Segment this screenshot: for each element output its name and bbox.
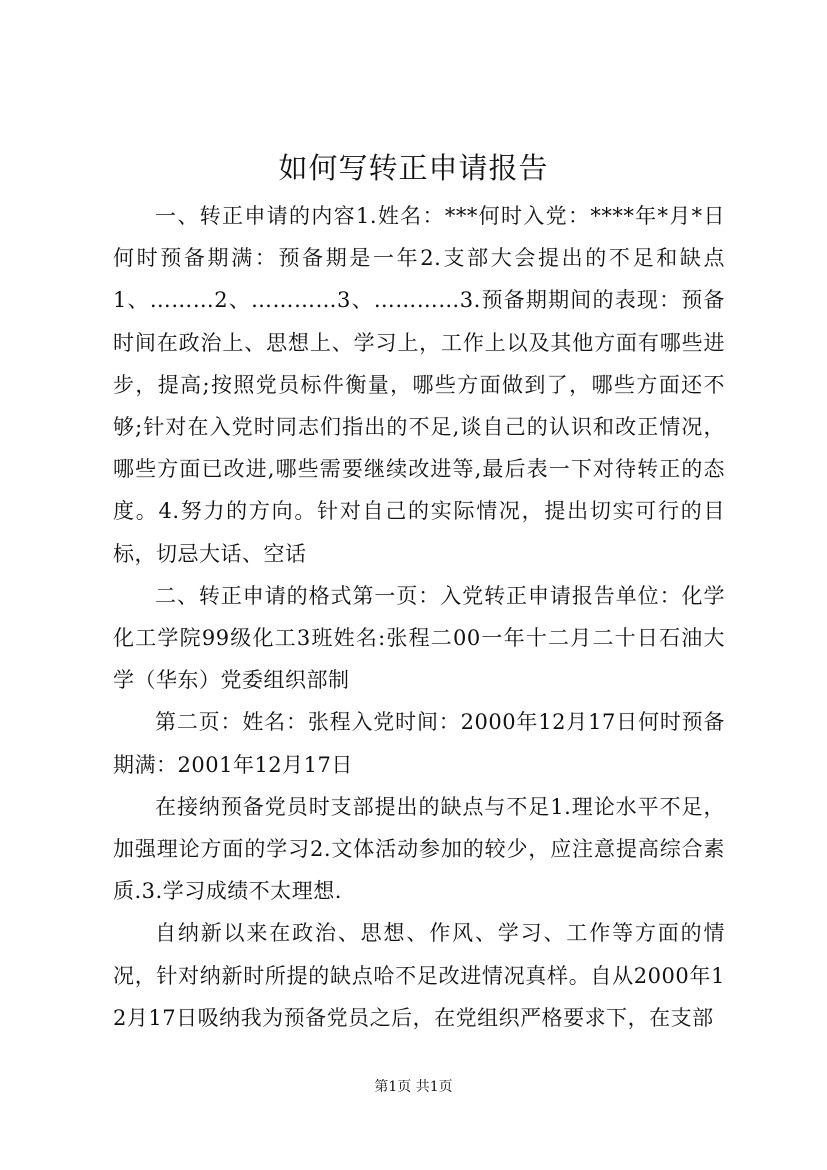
paragraph-improvements: 自纳新以来在政治、思想、作风、学习、工作等方面的情况，针对纳新时所提的缺点哈不足改进情况真样。自从2000年12月17日吸纳我为预备党员之后，在党组织严格要求下，在支部 xyxy=(113,921,725,1030)
document-title: 如何写转正申请报告 xyxy=(278,151,549,185)
paragraph-content-requirements: 一、转正申请的内容1.姓名：***何时入党：****年*月*日何时预备期满：预备期是一年2.支部大会提出的不足和缺点1、………2、…………3、…………3.预备期期间的表现：预备时间在政治上、思想上、学习上，工作上以及其他方面有哪些进步，提高;按照党员标件衡量，哪些方面做到了，哪些方面还不够;针对在入党时同志们指出的不足,谈自己的认识和改正情况，哪些方面已改进,哪些需要继续改进等,最后表一下对待转正的态度。4.努力的方向。针对自己的实际情况，提出切实可行的目标，切忌大话、空话 xyxy=(113,204,725,566)
paragraph-second-page: 第二页：姓名：张程入党时间：2000年12月17日何时预备期满：2001年12月17日 xyxy=(113,710,725,777)
paragraph-format-first-page: 二、转正申请的格式第一页：入党转正申请报告单位：化学化工学院99级化工3班姓名:张程二00一年十二月二十日石油大学（华东）党委组织部制 xyxy=(113,583,725,693)
document-body xyxy=(113,195,725,1039)
paragraph-shortcomings: 在接纳预备党员时支部提出的缺点与不足1.理论水平不足，加强理论方面的学习2.文体活动参加的较少，应注意提高综合素质.3.学习成绩不太理想. xyxy=(113,794,725,904)
page-number-footer: 第1页 共1页 xyxy=(374,1079,453,1095)
